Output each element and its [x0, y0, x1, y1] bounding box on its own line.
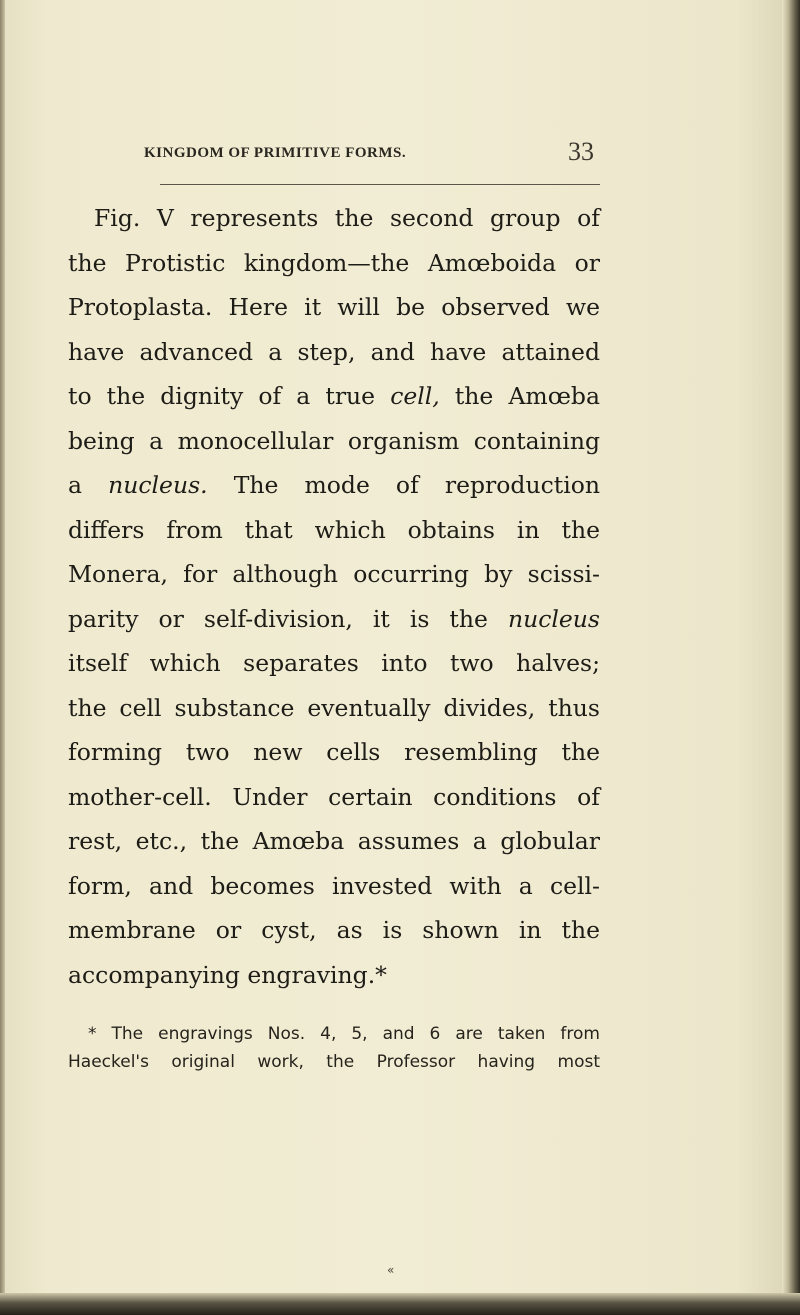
text-line: form, and becomes invested with a cell- [68, 871, 600, 900]
text-line: Monera, for although occurring by scissi- [68, 560, 600, 588]
italic-term: nucleus. [108, 471, 208, 499]
page-left-edge [0, 0, 5, 1315]
text-segment: parity or self-division, it is the [68, 604, 508, 633]
text-line: mother-cell. Under certain conditions of [68, 782, 600, 811]
italic-term: cell, [390, 382, 440, 410]
footnote-line: Haeckel's original work, the Professor having most [68, 1052, 600, 1072]
text-segment: The mode of reproduction [207, 471, 600, 499]
text-line: Fig. V represents the second group of [94, 204, 600, 232]
text-segment: a [68, 471, 109, 499]
page-header [140, 137, 600, 177]
text-line: Protoplasta. Here it will be observed we [68, 293, 600, 321]
text-segment: to the dignity of a true [68, 382, 391, 410]
running-title: KINGDOM OF PRIMITIVE FORMS. [144, 145, 407, 161]
text-line: being a monocellular organism containing [68, 426, 600, 455]
text-line: the Protistic kingdom—the Amœboida or [68, 248, 600, 277]
text-segment: the Amœba [439, 382, 600, 410]
printer-mark: « [387, 1263, 395, 1277]
text-line [68, 374, 600, 419]
text-line [68, 597, 600, 642]
page-right-edge-shadow [782, 0, 800, 1315]
text-line: the cell substance eventually divides, thus [68, 693, 600, 722]
text-line: membrane or cyst, as is shown in the [68, 916, 600, 944]
footnote [68, 1020, 600, 1076]
page-bottom-edge-shadow [0, 1293, 800, 1315]
text-line: differs from that which obtains in the [68, 515, 600, 544]
text-line: itself which separates into two halves; [68, 649, 600, 677]
text-line: accompanying engraving.* [68, 960, 387, 989]
header-rule [160, 184, 600, 185]
text-line [68, 463, 600, 508]
footnote-line: * The engravings Nos. 4, 5, and 6 are taken from [88, 1024, 600, 1044]
italic-term: nucleus [507, 604, 600, 633]
text-line: rest, etc., the Amœba assumes a globular [68, 827, 600, 855]
page-number: 33 [568, 137, 594, 166]
body-paragraph [68, 196, 600, 997]
text-line: have advanced a step, and have attained [68, 337, 600, 366]
text-line: forming two new cells resembling the [68, 738, 600, 766]
